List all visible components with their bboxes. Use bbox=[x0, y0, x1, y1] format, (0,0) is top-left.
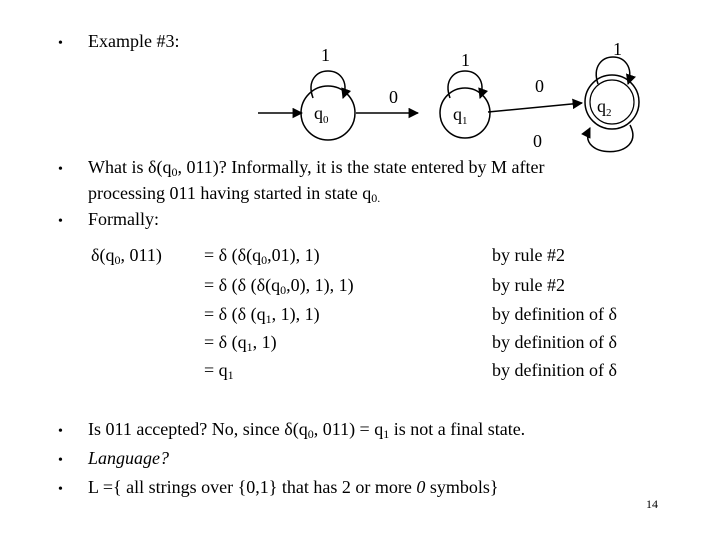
derivation-reason: by rule #2 bbox=[492, 245, 565, 265]
derivation-step: = δ ($q_1$, 1) bbox=[204, 332, 277, 354]
state-q2-label: $q_2$ bbox=[597, 96, 612, 119]
state-q1-label: $q_1$ bbox=[453, 104, 468, 127]
state-q2 bbox=[585, 75, 639, 129]
state-q0-label: $q_0$ bbox=[314, 103, 329, 126]
example-heading: Example #3: bbox=[88, 31, 180, 51]
q0-self-loop bbox=[311, 71, 345, 98]
bullet: • bbox=[58, 424, 63, 439]
derivation-lhs: $\delta(q_0$, 011) bbox=[91, 245, 162, 267]
formally-heading: Formally: bbox=[88, 209, 159, 229]
q1-self-loop bbox=[448, 71, 482, 98]
q0-to-q1-label: 0 bbox=[389, 87, 398, 107]
derivation-reason: by definition of δ bbox=[492, 360, 617, 380]
derivation-step: = $q_1$ bbox=[204, 360, 234, 382]
bullet: • bbox=[58, 36, 63, 51]
derivation-step: = δ ($\delta(q_0,01)$, 1) bbox=[204, 245, 320, 267]
bullet: • bbox=[58, 162, 63, 177]
q1-to-q2-label: 0 bbox=[535, 76, 544, 96]
q1-self-label: 1 bbox=[461, 50, 470, 70]
bullet: • bbox=[58, 214, 63, 229]
processing-line: processing 011 having started in state $q_{0.}$ bbox=[88, 183, 381, 205]
derivation-reason: by definition of δ bbox=[492, 304, 617, 324]
language-definition: L ={ all strings over {0,1} that has 2 or more 0 symbols} bbox=[88, 477, 499, 497]
accepted-line: Is 011 accepted? No, since $\delta(q_0$, $011) = q_1$ is not a final state. bbox=[88, 419, 526, 441]
state-q1 bbox=[440, 88, 490, 138]
bullet: • bbox=[58, 453, 63, 468]
dfa-diagram bbox=[0, 0, 720, 180]
q2-self-label: 1 bbox=[613, 39, 622, 59]
derivation-step: = δ (δ ($q_1$, 1), 1) bbox=[204, 304, 320, 326]
what-is-line: What is $\delta(q_0$, 011)? Informally, it is the state entered by M after bbox=[88, 157, 545, 179]
state-q0 bbox=[301, 86, 355, 140]
derivation-step: = δ (δ ($\delta(q_0,0)$, 1), 1) bbox=[204, 275, 354, 297]
page-number: 14 bbox=[646, 497, 658, 511]
derivation-reason: by rule #2 bbox=[492, 275, 565, 295]
language-line: Language? bbox=[88, 448, 169, 468]
q0-self-label: 1 bbox=[321, 45, 330, 65]
q2-bottom-label: 0 bbox=[533, 131, 542, 151]
derivation-reason: by definition of δ bbox=[492, 332, 617, 352]
q1-to-q2-edge bbox=[488, 103, 582, 112]
bullet: • bbox=[58, 482, 63, 497]
